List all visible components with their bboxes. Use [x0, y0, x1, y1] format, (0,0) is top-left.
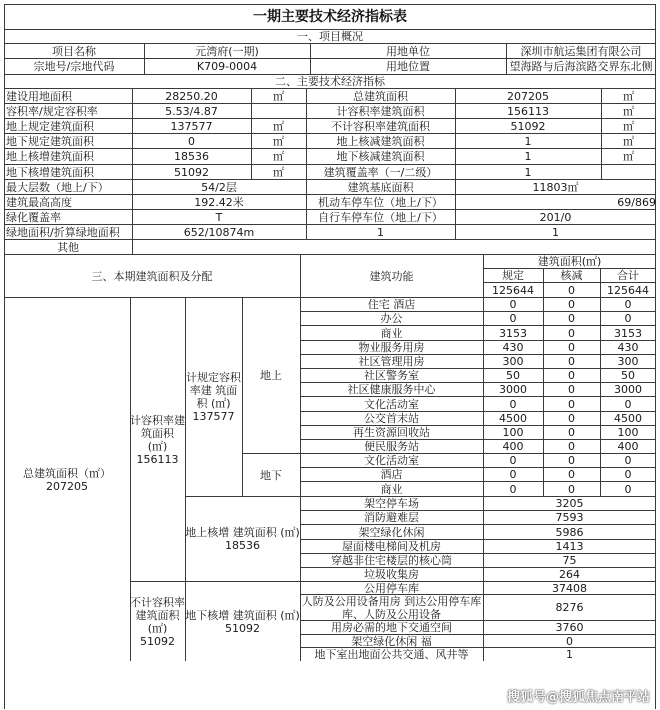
reduced-value: 0 — [568, 454, 575, 467]
indicator-label: 建筑基底面积 — [347, 180, 414, 194]
planned-value: 100 — [502, 426, 524, 439]
planned-value: 3153 — [499, 326, 527, 340]
below-increased-area-group: 地下核增 建筑面积 (㎡) 51092 — [185, 608, 300, 635]
function-name: 公用停车库 — [364, 582, 419, 594]
indicator-label: 总建筑面积 — [353, 89, 408, 103]
indicator-value: 1 — [552, 225, 559, 239]
indicator-label: 地上核减建筑面积 — [336, 134, 425, 148]
planned-value: 0 — [509, 482, 517, 496]
function-name: 屋面楼电梯间及机房 — [342, 540, 441, 553]
function-name: 商业 — [380, 482, 403, 496]
total-value: 300 — [617, 355, 639, 368]
indicator-label: 最大层数（地上/下） — [6, 180, 109, 194]
indicator-label: 地上规定建筑面积 — [6, 119, 94, 133]
section-heading-indicators: 二、主要技术经济指标 — [275, 75, 385, 88]
function-name: 再生资源回收站 — [353, 426, 430, 439]
indicator-label: 地下核减建筑面积 — [336, 150, 425, 163]
not-counted-area-group: 不计容积率 建筑面积 (㎡) 51092 — [130, 595, 185, 648]
reduced-total-value: 0 — [568, 283, 575, 297]
column-header-total: 合计 — [617, 269, 639, 282]
indicator-value: 18536 — [174, 150, 209, 163]
overall-total-value: 125644 — [607, 283, 649, 297]
column-header-area: 建筑面积(㎡) — [537, 255, 602, 268]
indicator-value: 1 — [524, 134, 532, 148]
land-location-label: 用地位置 — [386, 60, 430, 73]
area-value: 7593 — [555, 511, 584, 524]
function-name: 垃圾收集房 — [364, 568, 419, 581]
reduced-value: 0 — [568, 355, 575, 368]
function-name: 架空绿化休闲 福 — [351, 635, 432, 647]
indicator-value: T — [215, 210, 223, 224]
total-value: 0 — [624, 482, 632, 496]
reduced-value: 0 — [568, 298, 575, 311]
indicator-unit: ㎡ — [273, 134, 284, 148]
indicator-label: 绿地面积/折算绿地面积 — [6, 225, 120, 239]
indicator-label: 建筑覆盖率（一/二级） — [323, 165, 438, 179]
indicator-label: 建设用地面积 — [6, 89, 72, 103]
function-name: 地下室出地面公共交通、风井等 — [314, 648, 469, 661]
planned-value: 300 — [502, 355, 524, 368]
indicator-label: 地下规定建筑面积 — [6, 134, 94, 148]
function-name: 文化活动室 — [364, 397, 419, 411]
indicator-unit: ㎡ — [623, 104, 634, 118]
project-name-label: 项目名称 — [52, 44, 96, 58]
total-value: 100 — [617, 426, 639, 439]
function-name: 物业服务用房 — [358, 341, 425, 354]
function-name: 公交首末站 — [364, 412, 419, 425]
below-ground-group: 地下 — [260, 468, 282, 482]
column-header-reduced: 核减 — [560, 269, 583, 282]
indicator-label: 机动车停车位（地上/下） — [318, 195, 443, 209]
indicator-value: 69/869 — [617, 195, 656, 209]
function-name: 社区管理用房 — [358, 355, 425, 368]
total-value: 400 — [617, 440, 639, 453]
area-value: 1413 — [555, 540, 584, 553]
indicator-label: 绿化覆盖率 — [6, 210, 61, 224]
function-name: 商业 — [380, 326, 403, 340]
total-value: 0 — [624, 454, 632, 467]
indicator-label: 地下核增建筑面积 — [6, 165, 94, 179]
indicator-unit: ㎡ — [273, 165, 284, 179]
indicator-value: 51092 — [174, 165, 209, 179]
total-area-group: 总建筑面积（㎡） 207205 — [23, 466, 111, 493]
indicator-label: 容积率/规定容积率 — [6, 104, 98, 118]
reduced-value: 0 — [568, 341, 575, 354]
column-header-function: 建筑功能 — [369, 269, 414, 283]
function-name: 人防及公用设备用房 到达公用停车库库、人防及公用设备 — [301, 595, 482, 620]
indicator-value: 5.53/4.87 — [165, 104, 218, 118]
land-location-value: 望海路与后海滨路交界东北侧 — [509, 60, 653, 73]
reduced-value: 0 — [568, 383, 575, 396]
section-heading-area-allocation: 三、本期建筑面积及分配 — [91, 269, 213, 283]
parcel-code-label: 宗地号/宗地代码 — [33, 60, 115, 73]
function-name: 酒店 — [380, 468, 403, 481]
function-name: 社区健康服务中心 — [347, 383, 436, 396]
indicator-value: 1 — [524, 150, 532, 163]
total-value: 0 — [624, 298, 632, 311]
planned-value: 3000 — [499, 383, 527, 396]
planned-total-value: 125644 — [492, 283, 534, 297]
indicator-value: 51092 — [510, 119, 546, 133]
increased-area-group: 地上核增 建筑面积 (㎡) 18536 — [185, 526, 300, 552]
area-value: 75 — [562, 554, 577, 567]
indicator-unit: ㎡ — [623, 89, 634, 103]
section-heading-overview: 一、项目概况 — [297, 30, 363, 43]
column-header-planned: 规定 — [502, 269, 524, 282]
indicator-value: 54/2层 — [201, 180, 237, 194]
planned-value: 0 — [509, 298, 517, 311]
planned-value: 0 — [509, 397, 517, 411]
total-value: 4500 — [614, 412, 642, 425]
indicator-label: 建筑最高高度 — [6, 195, 72, 209]
planned-value: 0 — [509, 468, 517, 481]
indicator-value: 652/10874m — [183, 225, 255, 239]
reduced-value: 0 — [568, 397, 575, 411]
indicator-value: 11803㎡ — [532, 180, 579, 194]
total-value: 3000 — [614, 383, 642, 396]
reduced-value: 0 — [568, 482, 575, 496]
area-value: 5986 — [555, 525, 584, 539]
above-ground-group: 地上 — [260, 369, 282, 382]
area-value: 37408 — [552, 582, 587, 594]
indicator-value: 192.42米 — [194, 195, 244, 209]
indicator-label: 计容积率建筑面积 — [336, 104, 425, 118]
reduced-value: 0 — [568, 426, 575, 439]
indicator-unit — [251, 104, 306, 118]
area-value: 8276 — [555, 601, 584, 614]
total-value: 3153 — [614, 326, 642, 340]
reduced-value: 0 — [568, 412, 575, 425]
planned-area-group: 计规定容积 率建 筑面积 (㎡) 137577 — [186, 371, 241, 423]
indicator-unit — [601, 165, 656, 179]
total-value: 0 — [624, 468, 632, 481]
indicator-unit: ㎡ — [623, 150, 634, 163]
indicator-value: 0 — [188, 134, 195, 148]
total-value: 0 — [624, 312, 632, 325]
grid-vline — [132, 239, 133, 254]
project-name-value: 元湾府(一期) — [195, 44, 259, 58]
planned-value: 400 — [502, 440, 524, 453]
area-value: 3760 — [555, 621, 584, 634]
indicator-value: 137577 — [170, 119, 213, 133]
planned-value: 0 — [509, 312, 517, 325]
reduced-value: 0 — [568, 440, 575, 453]
land-unit-value: 深圳市航运集团有限公司 — [520, 44, 642, 58]
parcel-code-value: K709-0004 — [196, 60, 258, 73]
counted-area-group: 计容积率建 筑面积 (㎡) 156113 — [130, 413, 185, 466]
area-value: 0 — [566, 635, 573, 647]
reduced-value: 0 — [568, 369, 575, 382]
total-value: 50 — [621, 369, 635, 382]
indicator-unit: ㎡ — [623, 134, 634, 148]
function-name: 便民服务站 — [364, 440, 419, 453]
function-name: 穿越非住宅楼层的核心筒 — [331, 554, 452, 567]
function-name: 架空绿化休闲 — [358, 525, 425, 539]
other-label: 其他 — [57, 240, 79, 254]
function-name: 文化活动室 — [364, 454, 419, 467]
indicator-unit: ㎡ — [273, 89, 284, 103]
indicator-unit: ㎡ — [623, 119, 634, 133]
watermark: 搜狐号@搜狐焦点南平站 — [506, 689, 650, 705]
function-name: 社区警务室 — [364, 369, 419, 382]
function-name: 用房必需的地下交通空间 — [331, 621, 452, 634]
indicator-label: 地上核增建筑面积 — [6, 150, 94, 163]
indicator-unit: ㎡ — [273, 150, 284, 163]
area-value: 1 — [566, 648, 573, 661]
area-value: 264 — [559, 568, 580, 581]
planned-value: 50 — [506, 369, 520, 382]
area-value: 3205 — [555, 497, 584, 510]
indicator-value: 156113 — [507, 104, 549, 118]
indicator-label: 1 — [377, 225, 384, 239]
indicator-unit: ㎡ — [273, 119, 284, 133]
reduced-value: 0 — [568, 326, 575, 340]
land-unit-label: 用地单位 — [386, 44, 430, 58]
planned-value: 430 — [502, 341, 524, 354]
planned-value: 0 — [509, 454, 517, 467]
reduced-value: 0 — [568, 312, 575, 325]
indicator-value: 201/0 — [539, 210, 572, 224]
indicator-value: 207205 — [507, 89, 549, 103]
indicator-value: 28250.20 — [165, 89, 218, 103]
indicator-label: 不计容积率建筑面积 — [331, 119, 430, 133]
total-value: 430 — [617, 341, 639, 354]
total-value: 0 — [624, 397, 632, 411]
planned-value: 4500 — [499, 412, 527, 425]
function-name: 办公 — [380, 312, 403, 325]
table-title: 一期主要技术经济指标表 — [253, 8, 407, 25]
indicator-value: 1 — [524, 165, 532, 179]
function-name: 住宅 酒店 — [367, 298, 416, 311]
reduced-value: 0 — [568, 468, 575, 481]
indicator-label: 自行车停车位（地上/下） — [318, 210, 443, 224]
function-name: 消防避难层 — [364, 511, 419, 524]
function-name: 架空停车场 — [364, 497, 419, 510]
